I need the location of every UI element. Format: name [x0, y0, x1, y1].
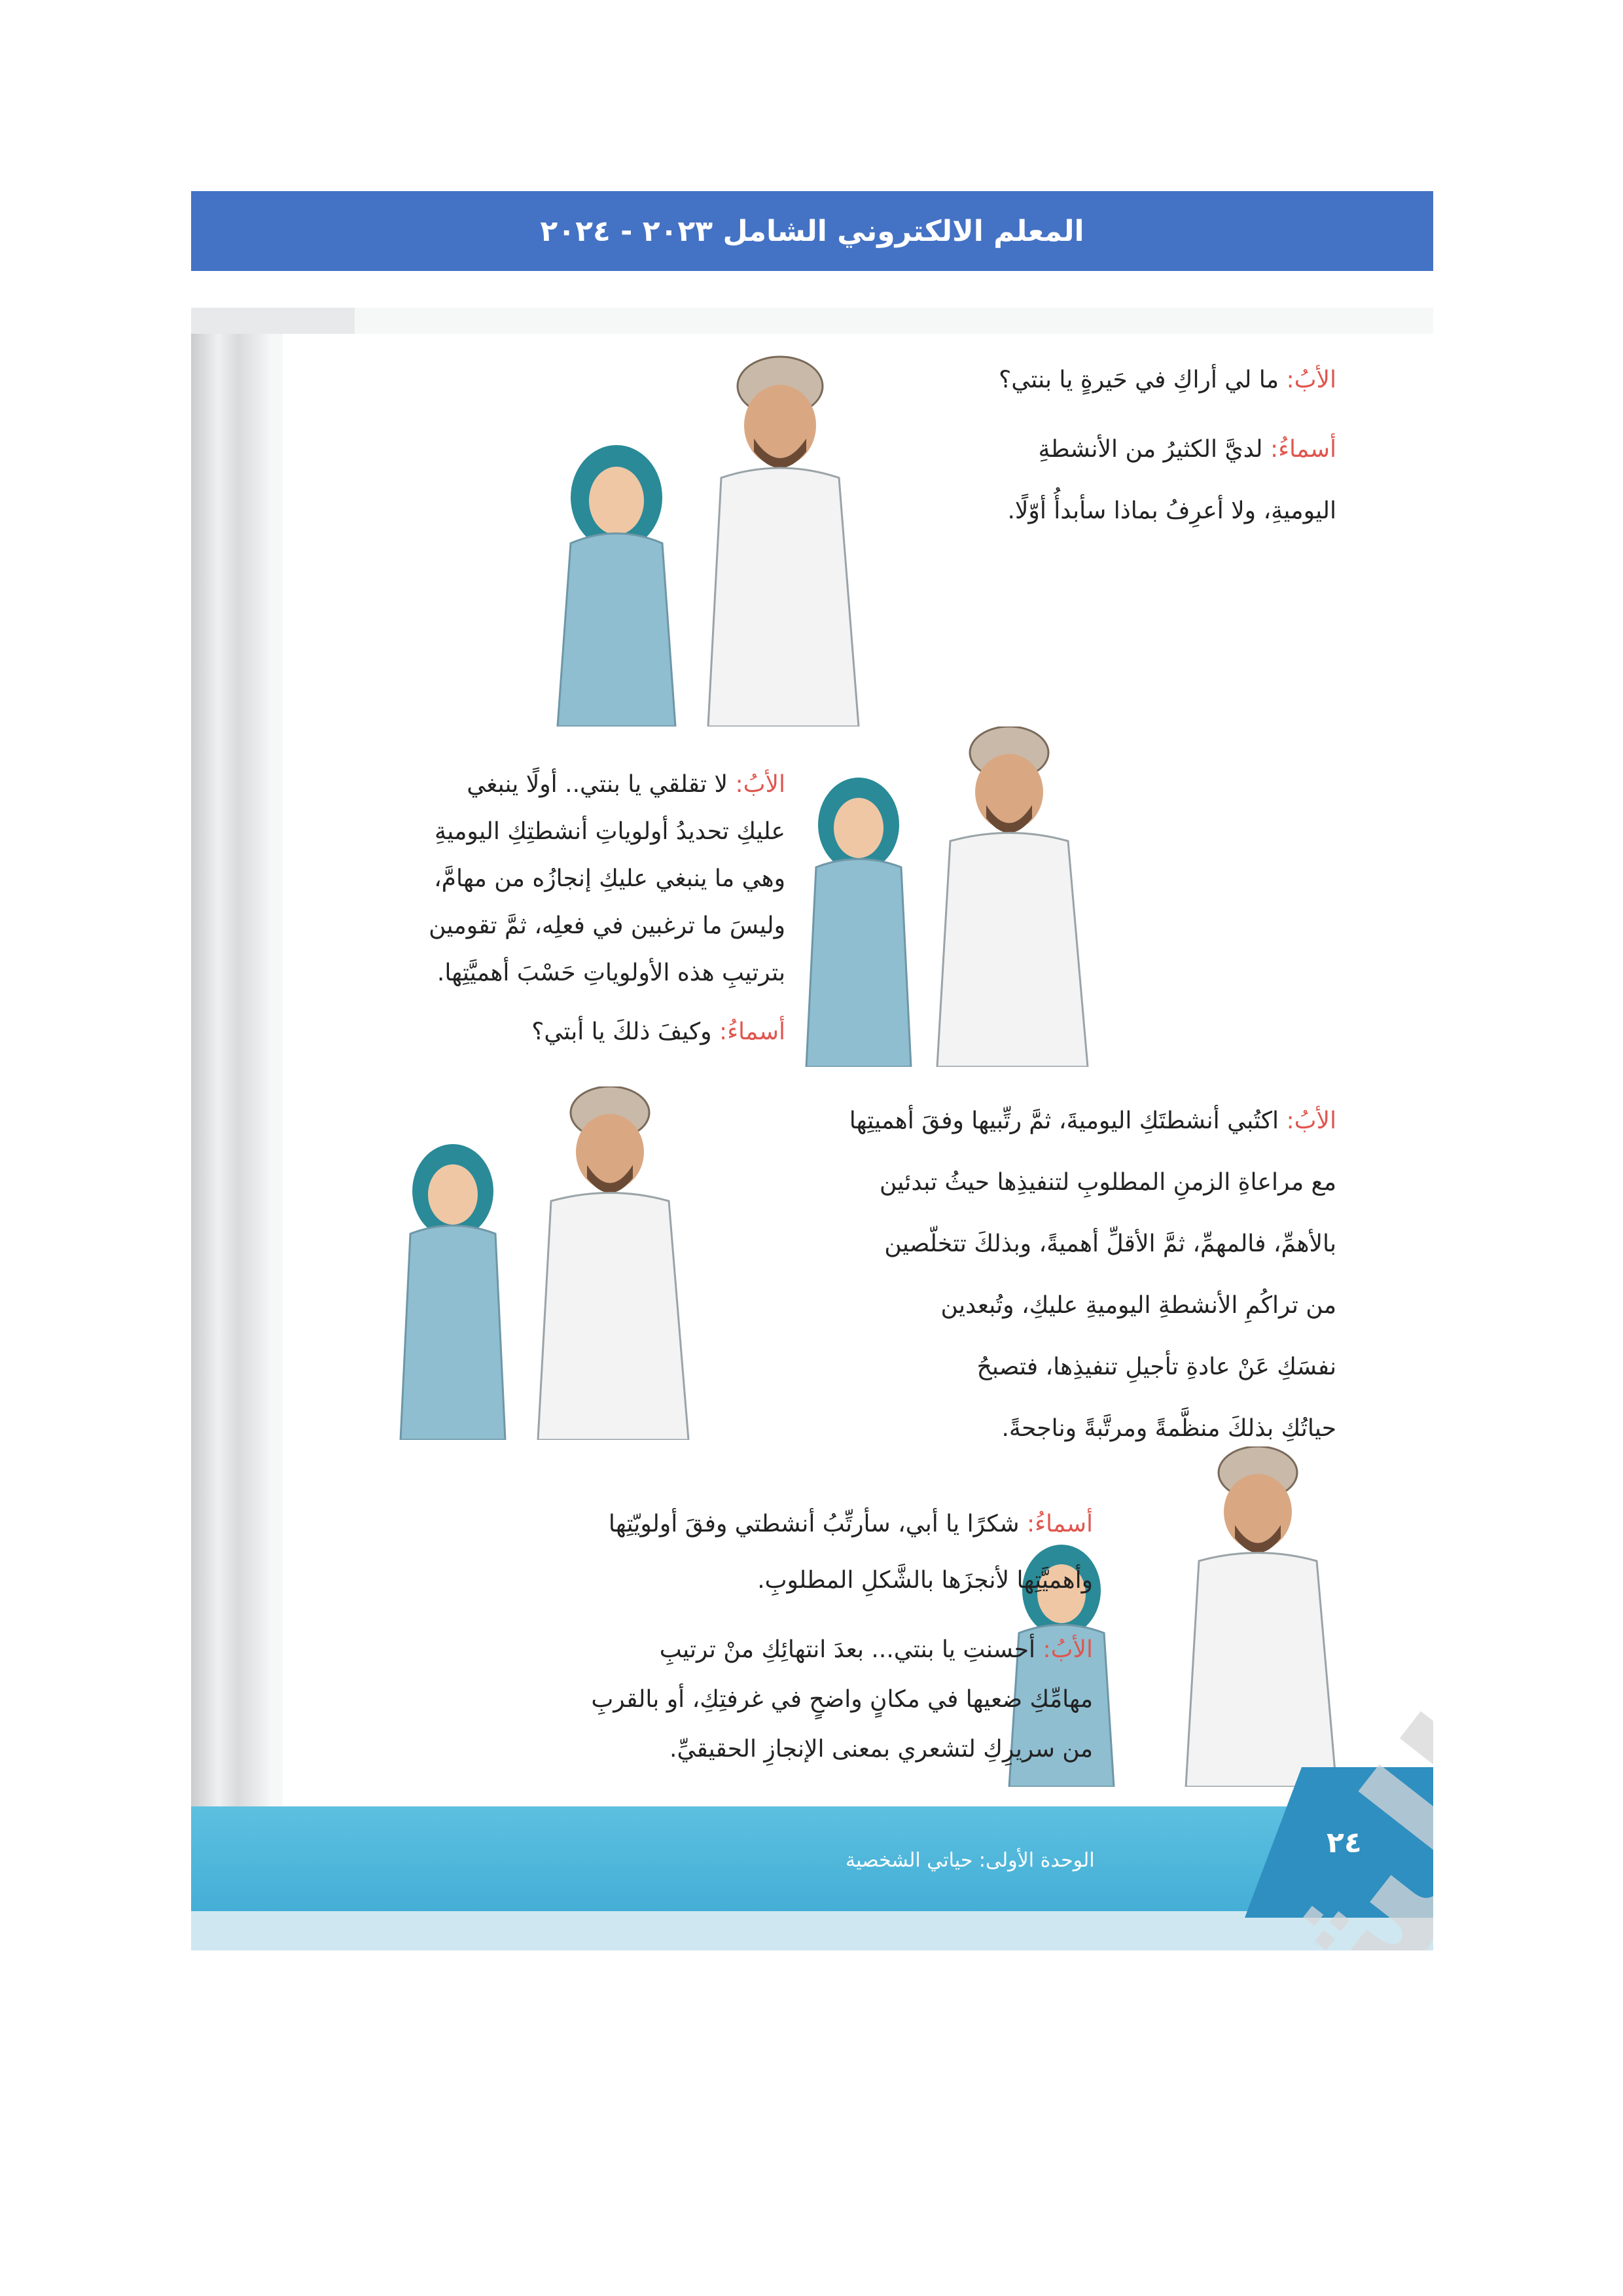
dialogue-line-15: حياتُكِ بذلكَ منظَّمةً ومرتَّبةً وناجحةً.	[1001, 1415, 1336, 1442]
dialogue-line-9: أسماءُ: وكيفَ ذلكَ يا أبتي؟	[531, 1018, 785, 1045]
dialogue-line-19: مهامِّكِ ضعيها في مكانٍ واضحٍ في غرفتِكِ، أو بالقربِ	[591, 1686, 1093, 1713]
dialogue-line-2: أسماءُ: لديَّ الكثيرُ من الأنشطةِ	[1038, 436, 1336, 463]
spine-top	[191, 308, 355, 334]
book-spine	[191, 308, 270, 1950]
page-number: ٢٤	[1327, 1826, 1362, 1859]
dialogue-line-16: أسماءُ: شكرًا يا أبي، سأرتِّبُ أنشطتي وفقَ أولويّتِها	[608, 1511, 1093, 1537]
dialogue-line-8: بترتيبِ هذه الأولوياتِ حَسْبَ أهميَّتِها.	[437, 960, 785, 986]
dialogue-line-20: من سريرِكِ لتشعري بمعنى الإنجازِ الحقيقيِّ.	[669, 1736, 1093, 1763]
footer-bar	[191, 1806, 1433, 1911]
dialogue-line-18: الأبُ: أحسنتِ يا بنتي... بعدَ انتهائِكِ منْ ترتيبِ	[659, 1636, 1093, 1663]
dialogue-line-17: وأهميَّتِها لأنجزَها بالشَّكلِ المطلوبِ.	[757, 1567, 1093, 1594]
illustration-father-daughter-2	[800, 726, 1140, 1067]
dialogue-line-12: بالأهمِّ، فالمهمِّ، ثمَّ الأقلِّ أهميةً، وبذلكَ تتخلّصين	[884, 1230, 1336, 1257]
dialogue-line-13: من تراكُمِ الأنشطةِ اليوميةِ عليكِ، وتُبعدين	[940, 1292, 1336, 1319]
dialogue-line-6: وهي ما ينبغي عليكِ إنجازُه من مهامَّ،	[434, 865, 785, 892]
dialogue-line-4: الأبُ: لا تقلقي يا بنتي.. أولًا ينبغي	[467, 771, 785, 798]
book-page	[191, 308, 1433, 1950]
dialogue-line-7: وليسَ ما ترغبين في فعلِه، ثمَّ تقومين	[429, 912, 785, 939]
unit-title: الوحدة الأولى: حياتي الشخصية	[846, 1849, 1095, 1872]
dialogue-line-14: نفسَكِ عَنْ عادةِ تأجيلِ تنفيذِها، فتصبحُ	[976, 1354, 1336, 1380]
dialogue-line-10: الأبُ: اكتُبي أنشطتَكِ اليوميةَ، ثمَّ رتِّبيها وفقَ أهميتِها	[849, 1107, 1336, 1134]
dialogue-line-1: الأبُ: ما لي أراكِ في حَيرةٍ يا بنتي؟	[999, 367, 1336, 393]
illustration-father-daughter-1	[544, 347, 885, 726]
dialogue-line-3: اليوميةِ، ولا أعرِفُ بماذا سأبدأُ أوّلًا.	[1007, 497, 1336, 524]
illustration-father-daughter-3	[387, 1086, 728, 1440]
banner-title: المعلم الالكتروني الشامل ٢٠٢٣ - ٢٠٢٤	[540, 214, 1084, 248]
dialogue-line-11: مع مراعاةِ الزمنِ المطلوبِ لتنفيذِها حيثُ تبدئين	[880, 1169, 1336, 1196]
dialogue-line-5: عليكِ تحديدُ أولوياتِ أنشطتِكِ اليوميةِ	[434, 818, 785, 845]
header-banner	[191, 191, 1433, 271]
